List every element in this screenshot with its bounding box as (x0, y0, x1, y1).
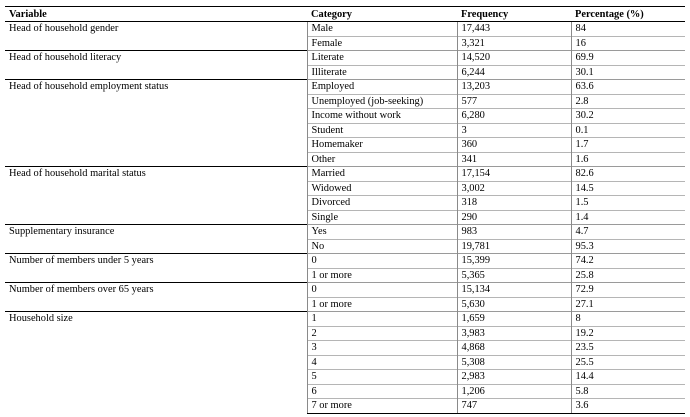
frequency-cell: 1,206 (457, 384, 571, 399)
variable-cell: Household size (5, 312, 307, 414)
percentage-cell: 1.7 (571, 138, 685, 153)
percentage-cell: 1.4 (571, 210, 685, 225)
percentage-cell: 95.3 (571, 239, 685, 254)
frequency-cell: 341 (457, 152, 571, 167)
variable-cell: Supplementary insurance (5, 225, 307, 254)
frequency-cell: 14,520 (457, 51, 571, 66)
percentage-cell: 14.5 (571, 181, 685, 196)
header-variable: Variable (5, 7, 307, 22)
category-cell: Student (307, 123, 457, 138)
frequency-cell: 2,983 (457, 370, 571, 385)
header-percentage: Percentage (%) (571, 7, 685, 22)
header-row (5, 7, 685, 22)
frequency-cell: 983 (457, 225, 571, 240)
frequency-cell: 13,203 (457, 80, 571, 95)
variable-cell: Number of members over 65 years (5, 283, 307, 312)
frequency-cell: 15,399 (457, 254, 571, 269)
table-row (5, 254, 685, 269)
category-cell: Unemployed (job-seeking) (307, 94, 457, 109)
category-cell: 6 (307, 384, 457, 399)
frequency-cell: 15,134 (457, 283, 571, 298)
frequency-cell: 6,280 (457, 109, 571, 124)
percentage-cell: 25.8 (571, 268, 685, 283)
variable-cell: Head of household employment status (5, 80, 307, 167)
frequency-cell: 360 (457, 138, 571, 153)
header-frequency: Frequency (457, 7, 571, 22)
category-cell: Male (307, 22, 457, 37)
percentage-cell: 1.5 (571, 196, 685, 211)
frequency-cell: 6,244 (457, 65, 571, 80)
frequency-cell: 1,659 (457, 312, 571, 327)
frequency-cell: 17,443 (457, 22, 571, 37)
table-body (5, 22, 685, 414)
table-row (5, 80, 685, 95)
category-cell: Homemaker (307, 138, 457, 153)
percentage-cell: 1.6 (571, 152, 685, 167)
frequency-cell: 318 (457, 196, 571, 211)
category-cell: Married (307, 167, 457, 182)
percentage-cell: 0.1 (571, 123, 685, 138)
percentage-cell: 2.8 (571, 94, 685, 109)
variable-cell: Head of household marital status (5, 167, 307, 225)
header-category: Category (307, 7, 457, 22)
category-cell: Literate (307, 51, 457, 66)
frequency-cell: 19,781 (457, 239, 571, 254)
variable-cell: Head of household gender (5, 22, 307, 51)
frequency-cell: 4,868 (457, 341, 571, 356)
category-cell: Employed (307, 80, 457, 95)
category-cell: Female (307, 36, 457, 51)
frequency-cell: 17,154 (457, 167, 571, 182)
percentage-cell: 5.8 (571, 384, 685, 399)
table-row (5, 283, 685, 298)
table-row (5, 51, 685, 66)
percentage-cell: 14.4 (571, 370, 685, 385)
percentage-cell: 19.2 (571, 326, 685, 341)
percentage-cell: 82.6 (571, 167, 685, 182)
percentage-cell: 30.1 (571, 65, 685, 80)
frequency-cell: 290 (457, 210, 571, 225)
percentage-cell: 84 (571, 22, 685, 37)
category-cell: 0 (307, 283, 457, 298)
category-cell: 4 (307, 355, 457, 370)
category-cell: Widowed (307, 181, 457, 196)
variable-cell: Number of members under 5 years (5, 254, 307, 283)
percentage-cell: 23.5 (571, 341, 685, 356)
frequency-cell: 577 (457, 94, 571, 109)
percentage-cell: 72.9 (571, 283, 685, 298)
table-row (5, 22, 685, 37)
category-cell: Income without work (307, 109, 457, 124)
category-cell: 1 or more (307, 268, 457, 283)
frequency-cell: 5,630 (457, 297, 571, 312)
category-cell: 1 (307, 312, 457, 327)
percentage-cell: 8 (571, 312, 685, 327)
frequency-cell: 5,308 (457, 355, 571, 370)
frequency-cell: 5,365 (457, 268, 571, 283)
category-cell: 3 (307, 341, 457, 356)
frequency-cell: 747 (457, 399, 571, 414)
category-cell: 1 or more (307, 297, 457, 312)
table-row (5, 225, 685, 240)
category-cell: Single (307, 210, 457, 225)
frequency-cell: 3,002 (457, 181, 571, 196)
category-cell: 2 (307, 326, 457, 341)
table-row (5, 312, 685, 327)
percentage-cell: 4.7 (571, 225, 685, 240)
category-cell: Divorced (307, 196, 457, 211)
percentage-cell: 3.6 (571, 399, 685, 414)
percentage-cell: 69.9 (571, 51, 685, 66)
category-cell: Yes (307, 225, 457, 240)
category-cell: Illiterate (307, 65, 457, 80)
category-cell: Other (307, 152, 457, 167)
frequency-cell: 3 (457, 123, 571, 138)
household-characteristics-table (5, 6, 685, 414)
percentage-cell: 16 (571, 36, 685, 51)
percentage-cell: 63.6 (571, 80, 685, 95)
variable-cell: Head of household literacy (5, 51, 307, 80)
percentage-cell: 27.1 (571, 297, 685, 312)
percentage-cell: 25.5 (571, 355, 685, 370)
percentage-cell: 30.2 (571, 109, 685, 124)
frequency-cell: 3,321 (457, 36, 571, 51)
category-cell: 5 (307, 370, 457, 385)
percentage-cell: 74.2 (571, 254, 685, 269)
frequency-cell: 3,983 (457, 326, 571, 341)
table-header (5, 7, 685, 22)
category-cell: 7 or more (307, 399, 457, 414)
category-cell: 0 (307, 254, 457, 269)
table-row (5, 167, 685, 182)
category-cell: No (307, 239, 457, 254)
